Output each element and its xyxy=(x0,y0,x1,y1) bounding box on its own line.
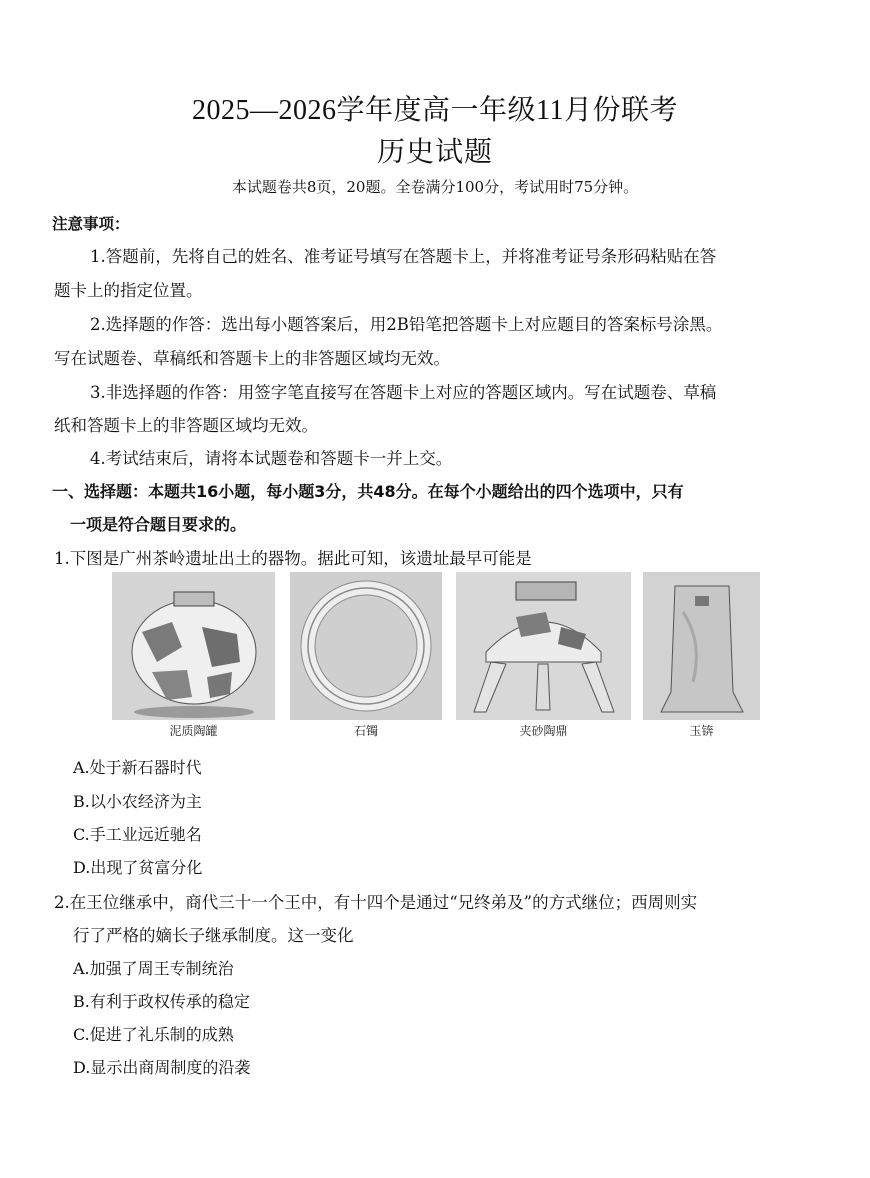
note-item-4-line1: 4.考试结束后，请将本试题卷和答题卡一并上交。 xyxy=(90,449,453,468)
q2-option-a: A.加强了周王专制统治 xyxy=(73,959,234,978)
caption-tripod-ding: 夹砂陶鼎 xyxy=(519,724,568,738)
note-item-3-line2: 纸和答题卡上的非答题区域均无效。 xyxy=(54,416,318,435)
section1-heading-line2: 一项是符合题目要求的。 xyxy=(70,515,247,534)
note-item-2-line1: 2.选择题的作答：选出每小题答案后，用2B铅笔把答题卡上对应题目的答案标号涂黑。 xyxy=(90,315,723,334)
pottery-jar-image xyxy=(112,572,275,720)
exam-title-line1: 2025—2026学年度高一年级11月份联考 xyxy=(192,95,678,126)
note-item-1-line2: 题卡上的指定位置。 xyxy=(54,281,203,300)
caption-stone-bracelet: 石镯 xyxy=(353,724,378,738)
exam-subtitle: 本试题卷共8页，20题。全卷满分100分，考试用时75分钟。 xyxy=(231,178,639,196)
note-item-2-line2: 写在试题卷、草稿纸和答题卡上的非答题区域均无效。 xyxy=(54,349,450,368)
q2-option-c: C.促进了礼乐制的成熟 xyxy=(73,1025,234,1044)
jade-adze-image xyxy=(643,572,760,720)
caption-jade-adze: 玉锛 xyxy=(689,724,714,738)
notes-heading: 注意事项： xyxy=(52,215,130,233)
exam-title-line2: 历史试题 xyxy=(376,137,493,168)
q2-option-b: B.有利于政权传承的稳定 xyxy=(73,992,250,1011)
section1-heading-line1: 一、选择题：本题共16小题，每小题3分，共48分。在每个小题给出的四个选项中，只有 xyxy=(52,482,684,501)
q2-stem-line1: 2.在王位继承中，商代三十一个王中，有十四个是通过“兄终弟及”的方式继位；西周则实 xyxy=(54,893,698,912)
note-item-1-line1: 1.答题前，先将自己的姓名、准考证号填写在答题卡上，并将准考证号条形码粘贴在答 xyxy=(90,247,717,266)
q1-option-b: B.以小农经济为主 xyxy=(73,792,202,811)
q1-stem: 1.下图是广州茶岭遗址出土的器物。据此可知，该遗址最早可能是 xyxy=(54,549,532,568)
q1-figure xyxy=(112,572,760,742)
tripod-ding-image xyxy=(456,572,631,720)
stone-bracelet-image xyxy=(290,572,442,720)
q2-option-d: D.显示出商周制度的沿袭 xyxy=(73,1058,251,1077)
caption-pottery-jar: 泥质陶罐 xyxy=(169,724,218,738)
q2-stem-line2: 行了严格的嫡长子继承制度。这一变化 xyxy=(73,926,354,945)
q1-option-a: A.处于新石器时代 xyxy=(73,758,202,777)
note-item-3-line1: 3.非选择题的作答：用签字笔直接写在答题卡上对应的答题区域内。写在试题卷、草稿 xyxy=(90,383,717,402)
q1-option-d: D.出现了贫富分化 xyxy=(73,858,203,877)
q1-option-c: C.手工业远近驰名 xyxy=(73,825,202,844)
